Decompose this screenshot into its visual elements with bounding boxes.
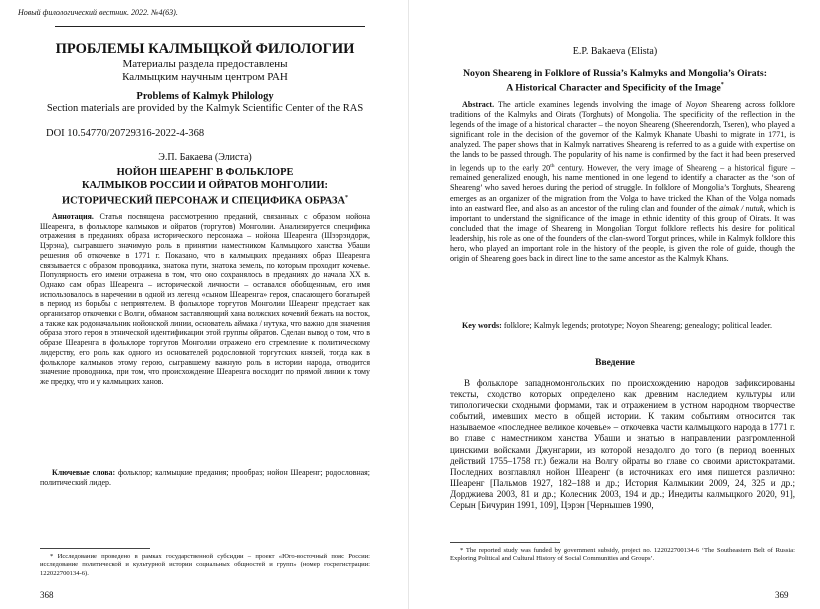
left-article-title: НОЙОН ШЕАРЕНГ В ФОЛЬКЛОРЕ КАЛМЫКОВ РОССИИ И ОЙРАТОВ МОНГОЛИИ: ИСТОРИЧЕСКИЙ ПЕРСОНАЖ И СПЕЦИФИКА ОБРАЗА*: [62, 167, 348, 207]
header-rule: [55, 26, 365, 27]
section-subtitle-en: Section materials are provided by the Kalmyk Scientific Center of the RAS: [46, 103, 364, 114]
left-author: Э.П. Бакаева (Элиста): [158, 152, 252, 163]
right-footnote-rule: [450, 542, 560, 543]
right-page: [410, 0, 820, 609]
right-page-number: 369: [775, 590, 789, 600]
footnote-rule: [40, 548, 150, 549]
intro-heading: Введение: [595, 358, 635, 368]
section-title: ПРОБЛЕМЫ КАЛМЫЦКОЙ ФИЛОЛОГИИ: [55, 41, 355, 57]
left-abstract: Аннотация. Статья посвящена рассмотрению преданий, связанных с образом нойона Шеаренга, в фольклоре калмыков и ойратов (торгутов) Монголии. Анализируется специфика отражения в преданиях образа исторического персонажа – нойона Шеаренга (Шээрэндорж, Цэрэна), сыгравшего значимую роль в принятии наместником Калмыцкого ханства Убаши решения об откочевке в 1771 г. Показано, что в калмыцких преданиях образ Шеаренга связывается с образом проводника, знатока пути, знатока земель, по которым проходит кочевье. Популярность его имени отражена в том, что оно сохранялось в преданиях до начала XX в. Однако сам образ Шеаренга – исторической личности – оставался обобщенным, его имя использовалось в наречении в одной из легенд «сыном Шеаренга» героя, спасающего богатырей в период из борьбы с неприятелем. В фольклоре торгутов Монголии Шеаренг предстает как организатор откочевки с Волги, обманом заставляющий хана волжских кочевий бежать на восток, а также как родоначальник нойонской линии, основатель аймака / нутука, что важно для значения образа этого героя в этнической идентификации этой группы ойратов. Сделан вывод о том, что в образе Шеаренга в фольклоре торгутов Монголии отражено его стремление к политическому лидерству, его роль как одного из основателей родословной торгутских князей, тогда как в фольклоре калмыков этому герою, сыгравшему важную роль в истории народа, отводится значение проводника, при том, что происхождение Шеаренга восходит по прямой линии к тому же предку, что и у калмыцких ханов.: [40, 212, 370, 386]
left-running-header: Новый филологический вестник. 2022. №4(63).: [18, 8, 178, 17]
section-title-en: Problems of Kalmyk Philology: [136, 91, 274, 102]
right-running-header: E.P. Bakaeva (Elista): [572, 46, 658, 57]
right-article-title: Noyon Sheareng in Folklore of Russia’s Kalmyks and Mongolia’s Oirats: A Historical Character and Specificity of the Image*: [462, 68, 767, 93]
intro-text: В фольклоре западномонгольских по происхождению народов зафиксированы тексты, сходство которых определено как древним наследием культуры или типологически сходными формами, так и отражением в устном народном творчестве событий, имевших место в общей истории. К таким событиям относится так называемое «последнее великое кочевье» – откочевка части калмыцкого народа в 1771 г. во главе с наместником ханства Убаши и знатью в направлении разгромленной цинскими войсками Джунгарии, из которой незадолго до того (в период военных действий 1755–1758 гг.) бежали на Волгу ойраты во главе со своими аристократами. Последних возглавлял нойон Шеаренг (в источниках его имя пишется различно: Шеаренг [Пальмов 1927, 182–188 и др.; История Калмыкии 2009, 24, 325 и др.; Дорджиева 2003, 81 и др.; Колесник 2003, 194 и др.; Инедиты калмыцкого 2020, 91], Серын [Бичурин 1991, 109], Цэрэн [Чернышев 1990,: [450, 378, 795, 511]
right-abstract: Abstract. The article examines legends involving the image of Noyon Sheareng across folklore traditions of the Kalmyks and Oirats (Torghuts) of Mongolia. The specificity of the reflection in the legends of the image of a historical character – the noyon Sheareng (Sheerendorzh, Tseren), who played a significant role in the decision of the governor of the Kalmyk Khanate Ubashi to migrate in 1771, is analyzed. The paper shows that in Kalmyk narratives Sheareng is referred to as a guide with expertise on the lands to be passed through. The popularity of his name is confirmed by the fact it had been preserved in legends up to the early 20th century. However, the very image of Sheareng – a historical figure – remained generalized enough, his name mentioned in one legend to identify a character as the ‘son of Sheareng’ who saved heroes during the period of struggle. In folklore of Mongolia’s Torghuts, Sheareng emerges as an organizer of the migration from the Volga to have tricked the Khan of the Volga nomads into an eastward flee, and also as an ancestor of the ruling clan and founder of the aimak / nutuk, which is important to understand the significance of the image in ethnic identity of this group of Oirats. It was concluded that the image of Sheareng in Mongolian Torgut folklore reflects his desire for political leadership, his role as one of the founders of the clan-sword Torgut princes, while in Kalmyk folklore this hero, who played an important role in the history of the people, is given the role of guide, though the origin of Sheareng goes back in direct line to the same ancestor as the Kalmyk Khans.: [450, 100, 796, 264]
right-keywords: Key words: folklore; Kalmyk legends; prototype; Noyon Sheareng; genealogy; political leader.: [462, 321, 772, 330]
left-page-number: 368: [40, 590, 54, 600]
section-subtitle: Материалы раздела предоставлены Калмыцким научным центром РАН: [122, 58, 288, 83]
right-footnote: * The reported study was funded by government subsidy, project no. 122022700134-6 ‘The Southeastern Belt of Russia: Exploring Political and Cultural History of Social Communities and Groups’.: [450, 547, 795, 563]
doi: DOI 10.54770/20729316-2022-4-368: [46, 128, 205, 139]
left-footnote: * Исследование проведено в рамках государственной субсидии – проект «Юго-восточный пояс России: исследование политической и культурной истории социальных общностей и групп» (номер госрегистрации: 122022700134-6).: [40, 553, 370, 577]
left-keywords: Ключевые слова: фольклор; калмыцкие предания; прообраз; нойон Шеаренг; родословная; политический лидер.: [40, 468, 370, 487]
